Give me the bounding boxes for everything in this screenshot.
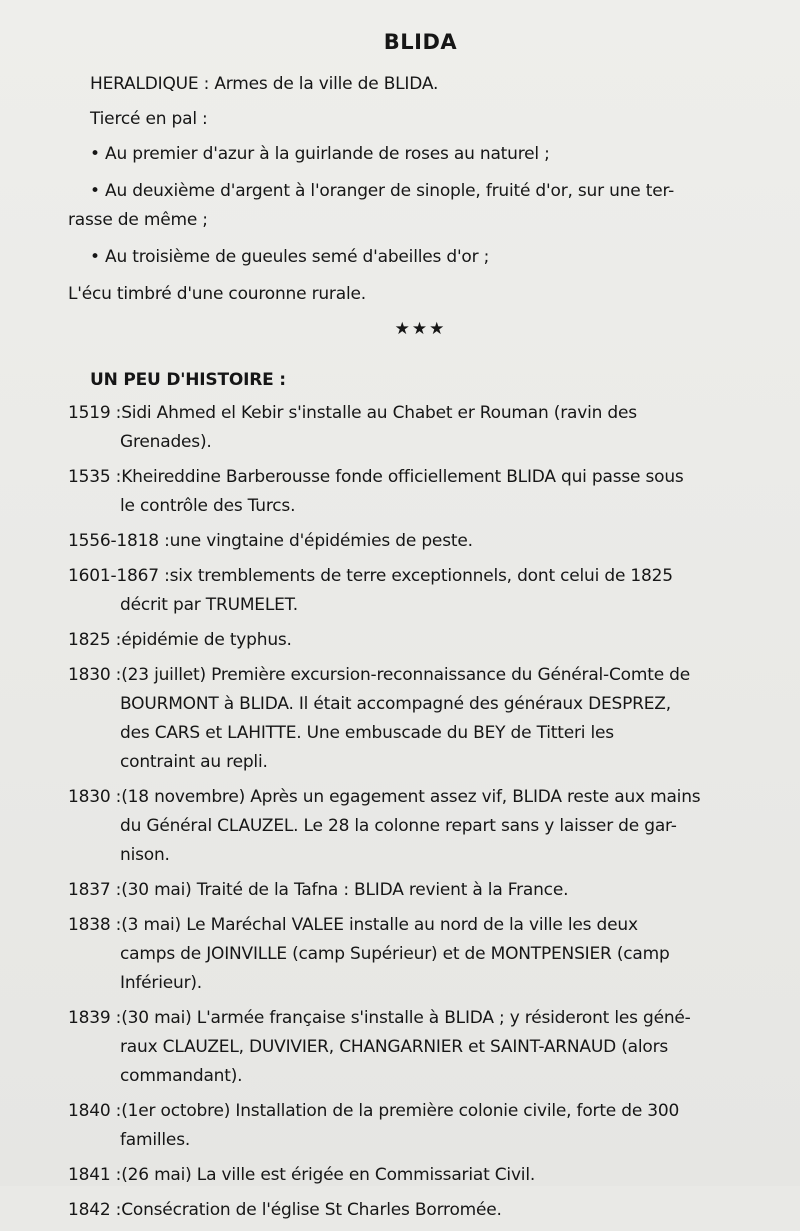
history-year: 1837 : [68,880,122,900]
history-text-continuation: Inférieur). [120,973,203,993]
history-text: (1er octobre) Installation de la première colonie civile, forte de 300 [121,1101,680,1121]
section-separator-stars: ★★★ [394,319,447,339]
history-text: (23 juillet) Première excursion-reconnaissance du Général-Comte de [121,665,691,685]
heraldry-tierce: Tiercé en pal : [90,109,208,129]
history-text-continuation: commandant). [120,1066,243,1086]
history-text-continuation: le contrôle des Turcs. [120,496,296,516]
heraldry-bullet-3: • Au troisième de gueules semé d'abeilles d'or ; [90,247,490,267]
history-text-continuation: BOURMONT à BLIDA. Il était accompagné des généraux DESPREZ, [120,694,671,714]
history-year: 1838 : [68,915,122,935]
history-text-continuation: Grenades). [120,432,212,452]
history-text: (18 novembre) Après un egagement assez vif, BLIDA reste aux mains [121,787,701,807]
heraldry-bullet-2-cont: rasse de même ; [68,210,208,230]
history-entry-first-line [68,1004,773,1033]
history-year: 1601-1867 : [68,566,170,586]
history-entry [68,562,773,620]
history-year: 1535 : [68,467,122,487]
history-entry-first-line [68,876,773,905]
history-entry [68,1097,773,1155]
history-text: épidémie de typhus. [121,630,292,650]
history-text-continuation: décrit par TRUMELET. [120,595,299,615]
history-text-continuation: du Général CLAUZEL. Le 28 la colonne repart sans y laisser de gar- [120,816,677,836]
history-text: une vingtaine d'épidémies de peste. [169,531,473,551]
history-entry-first-line [68,911,773,940]
history-text: (30 mai) Traité de la Tafna : BLIDA revient à la France. [121,880,569,900]
history-text-continuation: raux CLAUZEL, DUVIVIER, CHANGARNIER et SAINT-ARNAUD (alors [120,1037,669,1057]
history-year: 1840 : [68,1101,122,1121]
history-heading: UN PEU D'HISTOIRE : [90,370,286,390]
history-entry [68,783,773,870]
history-entry-first-line [68,562,773,591]
history-entry [68,876,773,905]
history-list [68,399,773,1225]
history-entry [68,463,773,521]
history-year: 1519 : [68,403,122,423]
history-entry-first-line [68,1196,773,1225]
history-entry [68,626,773,655]
history-entry-first-line [68,1097,773,1126]
history-year: 1825 : [68,630,122,650]
history-text: Kheireddine Barberousse fonde officiellement BLIDA qui passe sous [121,467,684,487]
history-year: 1841 : [68,1165,122,1185]
history-entry [68,661,773,777]
history-text-continuation: des CARS et LAHITTE. Une embuscade du BEY de Titteri les [120,723,614,743]
history-entry-first-line [68,661,773,690]
history-year: 1556-1818 : [68,531,170,551]
history-entry [68,1004,773,1091]
history-year: 1839 : [68,1008,122,1028]
heraldry-closing: L'écu timbré d'une couronne rurale. [68,284,366,304]
history-entry [68,527,773,556]
history-entry-first-line [68,463,773,492]
history-year: 1830 : [68,787,122,807]
history-entry-first-line [68,527,773,556]
history-text: (30 mai) L'armée française s'installe à BLIDA ; y résideront les géné- [121,1008,691,1028]
document-content [68,22,773,1231]
history-text: (26 mai) La ville est érigée en Commissariat Civil. [121,1165,536,1185]
heraldry-bullet-1: • Au premier d'azur à la guirlande de roses au naturel ; [90,144,550,164]
history-entry-first-line [68,399,773,428]
history-text: six tremblements de terre exceptionnels, dont celui de 1825 [169,566,673,586]
history-text: (3 mai) Le Maréchal VALEE installe au nord de la ville les deux [121,915,638,935]
heraldry-intro: HERALDIQUE : Armes de la ville de BLIDA. [90,74,439,94]
history-entry [68,399,773,457]
heraldry-bullet-2: • Au deuxième d'argent à l'oranger de sinople, fruité d'or, sur une ter- [90,181,675,201]
history-year: 1842 : [68,1200,122,1220]
history-text-continuation: familles. [120,1130,191,1150]
history-entry [68,1196,773,1225]
history-year: 1830 : [68,665,122,685]
history-text-continuation: camps de JOINVILLE (camp Supérieur) et de MONTPENSIER (camp [120,944,670,964]
history-text-continuation: contraint au repli. [120,752,268,772]
history-text-continuation: nison. [120,845,170,865]
page-title: BLIDA [383,30,458,54]
history-entry [68,911,773,998]
history-entry-first-line [68,626,773,655]
history-entry-first-line [68,783,773,812]
history-text: Consécration de l'église St Charles Borromée. [121,1200,502,1220]
history-text: Sidi Ahmed el Kebir s'installe au Chabet er Rouman (ravin des [121,403,637,423]
